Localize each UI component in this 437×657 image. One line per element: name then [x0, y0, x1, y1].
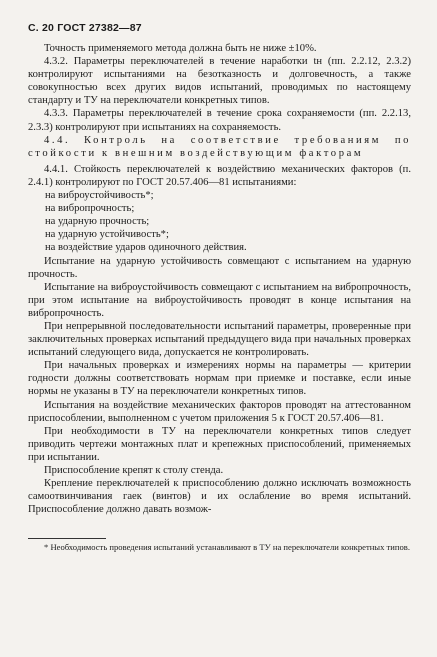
paragraph-impact: Испытание на ударную устойчивость совмещают с испытанием на ударную прочность. [28, 255, 411, 280]
list-item: на ударную устойчивость*; [45, 229, 169, 241]
section-heading-4-4: 4.4. Контроль на соответствие требованиям по стойкости к внешним воздействующим факторам [28, 134, 411, 159]
list-item: на виброустойчивость*; [45, 190, 154, 202]
paragraph-fastening: Крепление переключателей к приспособлению должно исключать возможность самоотвинчивания гаек (винтов) и их ослабление во время испытаний. Приспособление должно давать возмож- [28, 478, 411, 516]
list-item: на воздействие ударов одиночного действия. [45, 242, 247, 254]
paragraph-vibration: Испытание на виброустойчивость совмещают с испытанием на вибропрочность, при этом испытание на виброустойчивость проводят в конце испытания на вибропрочность. [28, 281, 411, 319]
footnote: * Необходимость проведения испытаний устанавливают в ТУ на переключатели конкретных типов. [44, 542, 410, 553]
list-item: на ударную прочность; [45, 216, 150, 228]
paragraph-accuracy: Точность применяемого метода должна быть не ниже ±10%. [44, 43, 317, 54]
paragraph-mounting: Приспособление крепят к столу стенда. [44, 465, 224, 476]
paragraph-sequence: При непрерывной последовательности испытаний параметры, проверенные при заключительных проверках испытаний предыдущего вида при начальных проверках испытаний следующего вида, допускается не контролировать. [28, 320, 411, 359]
paragraph-initial-checks: При начальных проверках и измерениях нормы на параметры — критерии годности должны соответствовать нормам при приемке и поставке, если иные нормы не указаны в ТУ на переключатели конкретных типов. [28, 360, 411, 398]
paragraph-4-3-2: 4.3.2. Параметры переключателей в течение наработки tн (пп. 2.2.12, 2.3.2) контролируют испытаниями на безотказность и долговечность, а также совокупностью всех других видов испытаний, проводимых по настоящему стандарту и ТУ на переключатели конкретных типов. [28, 56, 411, 107]
paragraph-drawings: При необходимости в ТУ на переключатели конкретных типов следует приводить чертежи монтажных плат и крепежных приспособлений, применяемых при испытании. [28, 425, 411, 463]
footnote-divider [28, 538, 106, 539]
page-header: С. 20 ГОСТ 27382—87 [28, 22, 142, 34]
list-item: на вибропрочность; [45, 203, 135, 215]
paragraph-4-3-3: 4.3.3. Параметры переключателей в течение срока сохраняемости (пп. 2.2.13, 2.3.3) контролируют при испытаниях на сохраняемость. [28, 108, 411, 133]
paragraph-fixture: Испытания на воздействие механических факторов проводят на аттестованном приспособлении, выполненном с учетом приложения 5 к ГОСТ 20.57.406—81. [28, 399, 411, 424]
body-text [28, 42, 411, 516]
paragraph-4-4-1: 4.4.1. Стойкость переключателей к воздействию механических факторов (п. 2.4.1) контролируют по ГОСТ 20.57.406—81 испытаниями: [28, 163, 411, 188]
